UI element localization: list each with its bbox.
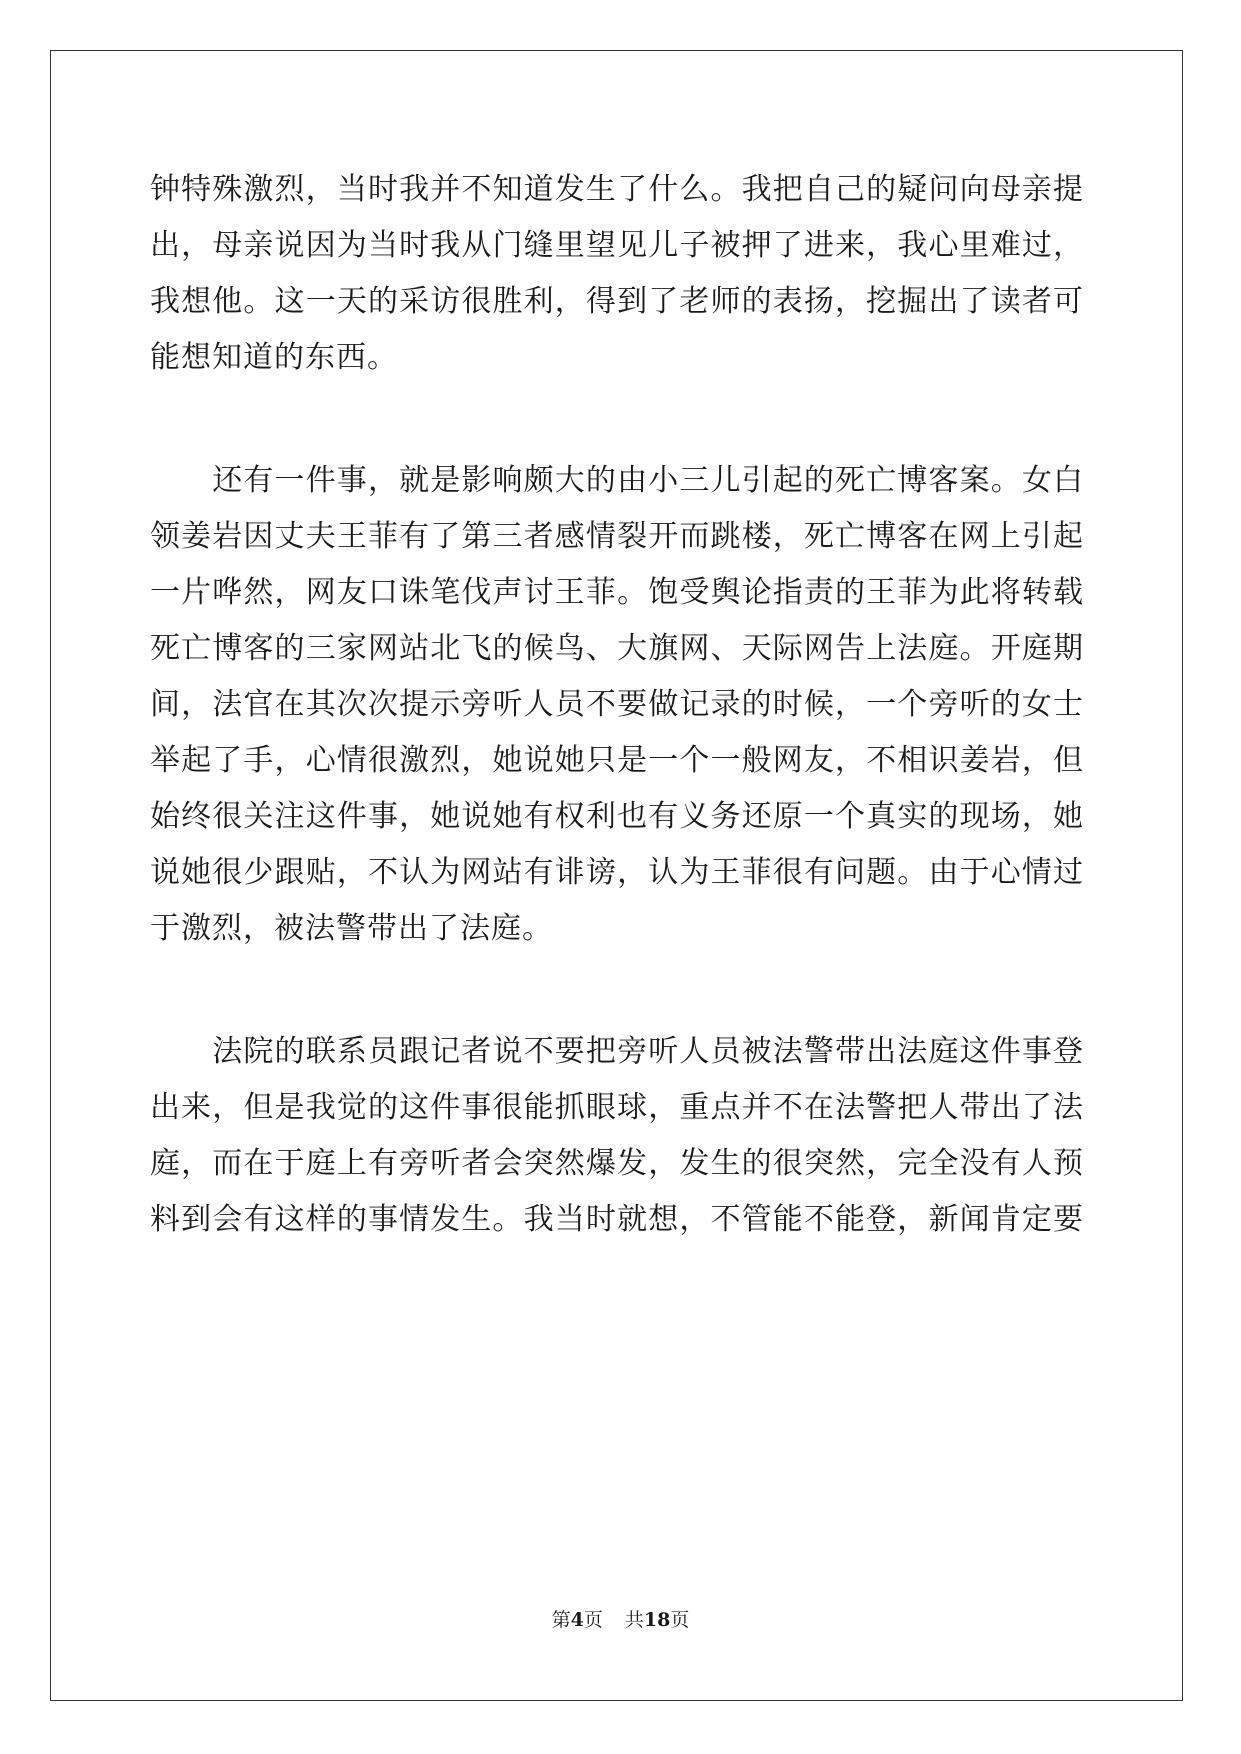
text-line: 一片哗然，网友口诛笔伐声讨王菲。饱受舆论指责的王菲为此将转载 bbox=[150, 575, 1084, 610]
text-line: 死亡博客的三家网站北飞的候鸟、大旗网、天际网告上法庭。开庭期 bbox=[150, 631, 1084, 666]
text-line: 间，法官在其次次提示旁听人员不要做记录的时候，一个旁听的女士 bbox=[150, 687, 1084, 722]
page-suffix: 页 bbox=[583, 1609, 603, 1631]
text-line: 法院的联系员跟记者说不要把旁听人员被法警带出法庭这件事登 bbox=[150, 1034, 1084, 1069]
text-line: 钟特殊激烈，当时我并不知道发生了什么。我把自己的疑问向母亲提 bbox=[150, 172, 1084, 207]
text-line: 举起了手，心情很激烈，她说她只是一个一般网友，不相识姜岩，但 bbox=[150, 743, 1084, 778]
text-line: 始终很关注这件事，她说她有权利也有义务还原一个真实的现场，她 bbox=[150, 799, 1084, 834]
page-footer bbox=[0, 1607, 1241, 1633]
text-line: 料到会有这样的事情发生。我当时就想，不管能不能登，新闻肯定要 bbox=[150, 1202, 1084, 1237]
text-line: 出来，但是我觉的这件事很能抓眼球，重点并不在法警把人带出了法 bbox=[150, 1090, 1084, 1125]
text-line: 说她很少跟贴，不认为网站有诽谤，认为王菲很有问题。由于心情过 bbox=[150, 855, 1084, 890]
text-line: 领姜岩因丈夫王菲有了第三者感情裂开而跳楼，死亡博客在网上引起 bbox=[150, 519, 1084, 554]
text-line: 于激烈，被法警带出了法庭。 bbox=[150, 911, 553, 946]
text-line: 还有一件事，就是影响颇大的由小三儿引起的死亡博客案。女白 bbox=[150, 463, 1084, 498]
text-line: 我想他。这一天的采访很胜利，得到了老师的表扬，挖掘出了读者可 bbox=[150, 284, 1084, 319]
page-number: 4 bbox=[570, 1609, 584, 1631]
page-prefix: 第 bbox=[551, 1609, 571, 1631]
total-pages: 18 bbox=[643, 1609, 671, 1631]
total-prefix: 共 bbox=[624, 1609, 644, 1631]
text-line: 出，母亲说因为当时我从门缝里望见儿子被押了进来，我心里难过， bbox=[150, 228, 1084, 263]
text-line: 能想知道的东西。 bbox=[150, 340, 398, 375]
total-suffix: 页 bbox=[670, 1609, 690, 1631]
text-line: 庭，而在于庭上有旁听者会突然爆发，发生的很突然，完全没有人预 bbox=[150, 1146, 1084, 1181]
